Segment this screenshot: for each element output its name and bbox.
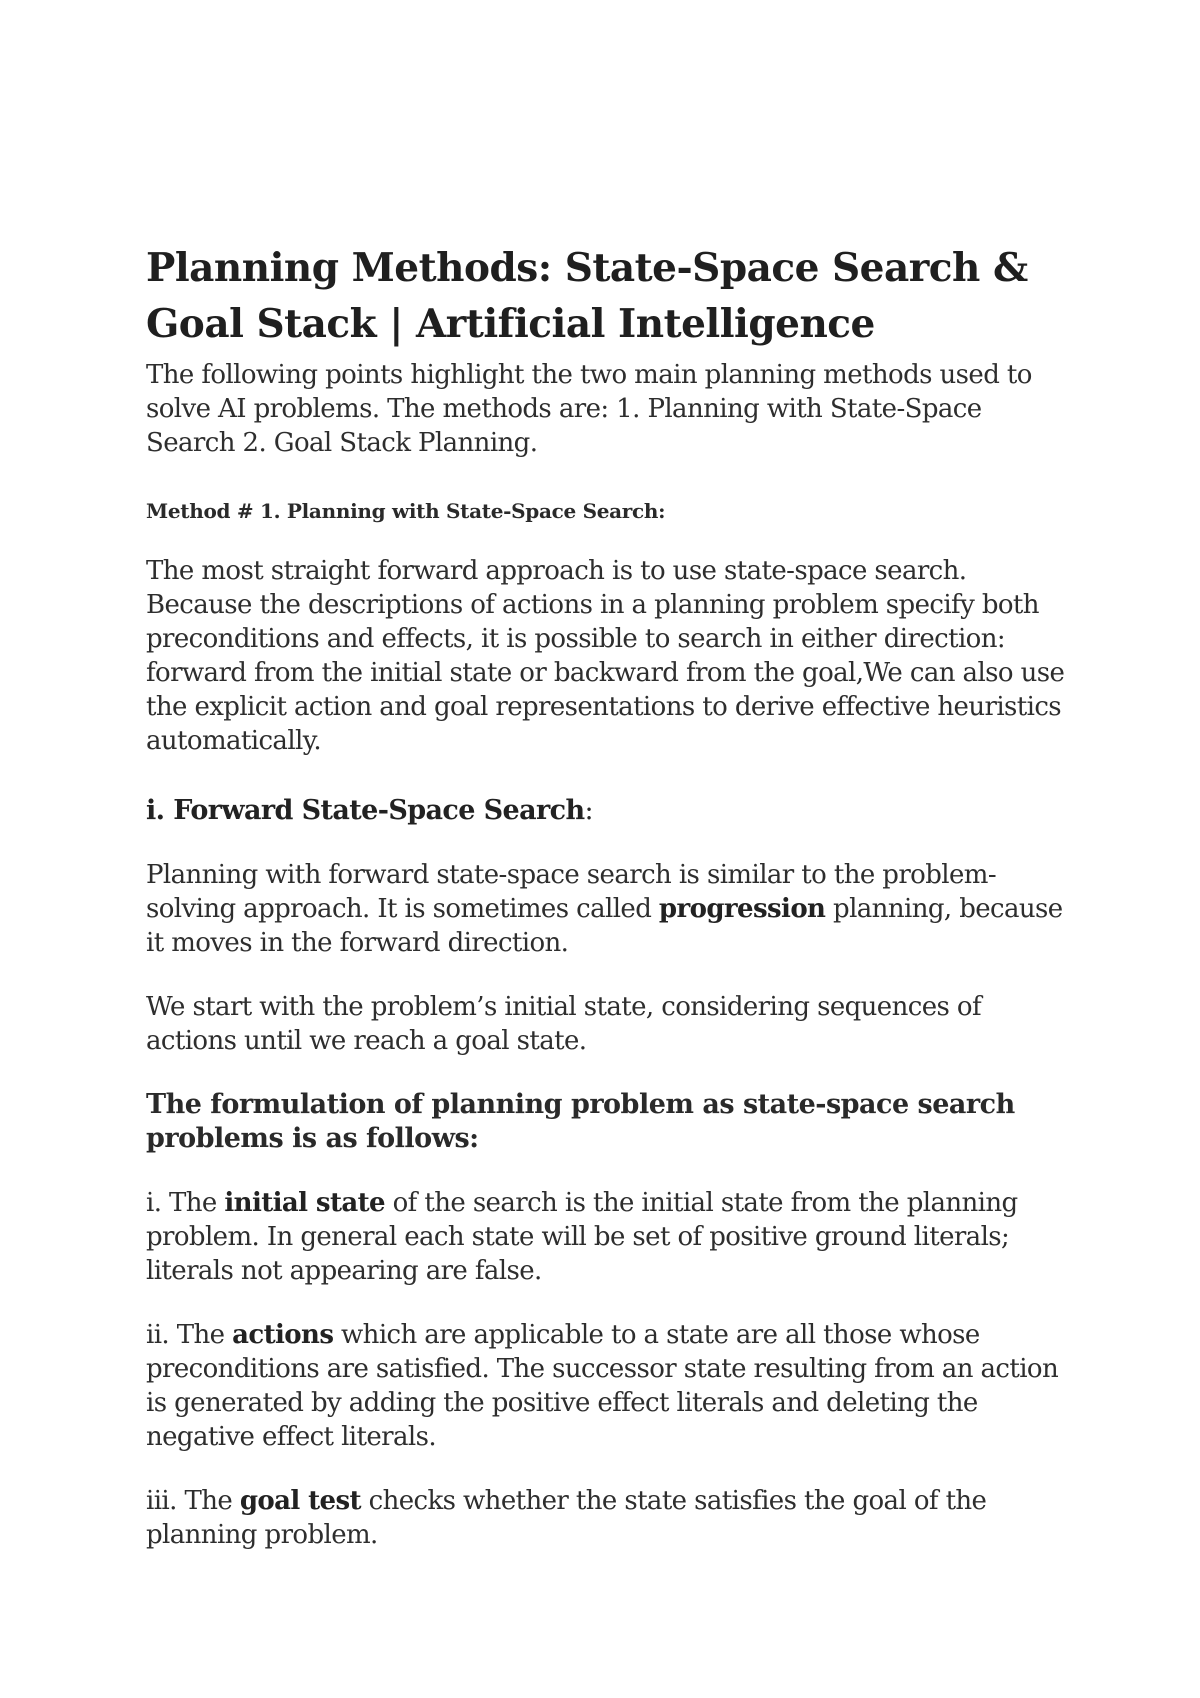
forward-paragraph-2: We start with the problem’s initial state, considering sequences of actions until we reach a goal state.	[146, 992, 981, 1056]
list-item-actions	[146, 1318, 1076, 1454]
item-term: goal test	[239, 1486, 361, 1516]
forward-search-heading-colon: :	[584, 795, 594, 826]
document-page	[146, 240, 1076, 1552]
list-item-goal-test	[146, 1484, 1076, 1552]
formulation-heading: The formulation of planning problem as state-space search problems is as follows:	[146, 1089, 1015, 1154]
forward-paragraph-1	[146, 858, 1076, 960]
list-item-initial-state	[146, 1186, 1076, 1288]
item-text: of the search is the initial state from the planning problem. In general each state will be set of positive ground literals; literals not appearing are false.	[146, 1188, 1018, 1286]
forward-p1-text-before: Planning with forward state-space search is similar to the problem-solving approach. It is sometimes called	[146, 860, 997, 924]
method-1-paragraph: The most straight forward approach is to use state-space search. Because the descriptions of actions in a planning problem specify both preconditions and effects, it is possible to search in either direction: forward from the initial state or backward from the goal,We can also use the explicit action and goal representations to derive effective heuristics automatically.	[146, 556, 1065, 756]
forward-search-heading	[146, 794, 1076, 828]
forward-p1-text-after: planning, because it moves in the forward direction.	[146, 894, 1063, 958]
item-term: initial state	[224, 1188, 385, 1218]
item-text: checks whether the state satisfies the goal of the planning problem.	[146, 1486, 987, 1550]
method-1-heading: Method # 1. Planning with State-Space Search:	[146, 499, 666, 523]
item-prefix: i. The	[146, 1188, 225, 1218]
item-text: which are applicable to a state are all those whose preconditions are satisfied. The successor state resulting from an action is generated by adding the positive effect literals and deleting the negative effect literals.	[146, 1320, 1059, 1452]
progression-term: progression	[658, 894, 826, 924]
document-title: Planning Methods: State-Space Search & Goal Stack | Artificial Intelligence	[146, 245, 1028, 347]
intro-paragraph: The following points highlight the two main planning methods used to solve AI problems. The methods are: 1. Planning with State-Space Search 2. Goal Stack Planning.	[146, 360, 1032, 458]
item-prefix: iii. The	[146, 1486, 240, 1516]
item-prefix: ii. The	[146, 1320, 233, 1350]
forward-search-heading-text: i. Forward State-Space Search	[146, 795, 585, 826]
item-term: actions	[232, 1320, 334, 1350]
